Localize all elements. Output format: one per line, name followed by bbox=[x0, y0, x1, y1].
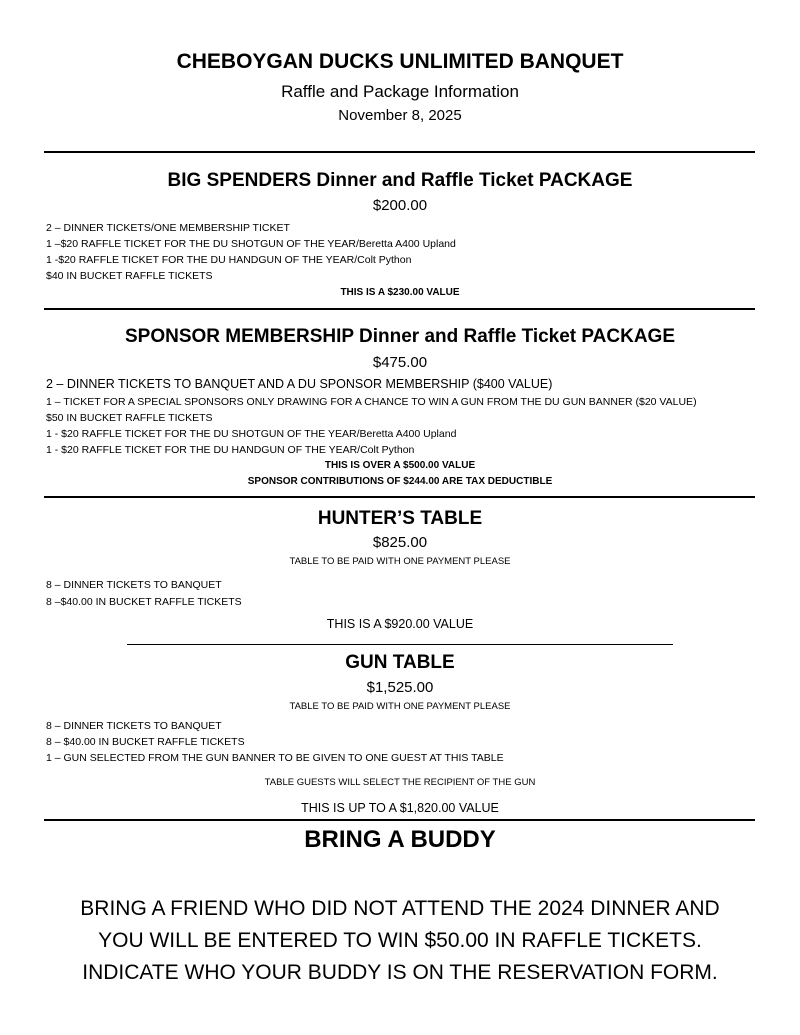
list-item: 1 – GUN SELECTED FROM THE GUN BANNER TO BE GIVEN TO ONE GUEST AT THIS TABLE bbox=[46, 752, 504, 764]
list-item: $50 IN BUCKET RAFFLE TICKETS bbox=[46, 412, 213, 424]
list-item: 1 –$20 RAFFLE TICKET FOR THE DU SHOTGUN OF THE YEAR/Beretta A400 Upland bbox=[46, 238, 456, 250]
sponsor-tax-note: SPONSOR CONTRIBUTIONS OF $244.00 ARE TAX DEDUCTIBLE bbox=[247, 476, 553, 487]
list-item: 1 – TICKET FOR A SPECIAL SPONSORS ONLY DRAWING FOR A CHANCE TO WIN A GUN FROM THE DU GUN BANNER ($20 VALUE) bbox=[46, 396, 697, 408]
buddy-line: INDICATE WHO YOUR BUDDY IS ON THE RESERVATION FORM. bbox=[82, 961, 718, 984]
list-item: 8 – DINNER TICKETS TO BANQUET bbox=[46, 720, 222, 732]
list-item: 8 – DINNER TICKETS TO BANQUET bbox=[46, 579, 222, 591]
gun-table-title: GUN TABLE bbox=[345, 652, 455, 673]
list-item: 8 – $40.00 IN BUCKET RAFFLE TICKETS bbox=[46, 736, 245, 748]
list-item: 8 –$40.00 IN BUCKET RAFFLE TICKETS bbox=[46, 596, 242, 608]
bring-a-buddy-title: BRING A BUDDY bbox=[304, 826, 496, 853]
big-spenders-value: THIS IS A $230.00 VALUE bbox=[340, 287, 460, 298]
sponsor-price: $475.00 bbox=[372, 354, 428, 371]
hunters-table-title: HUNTER’S TABLE bbox=[317, 508, 483, 529]
divider bbox=[44, 308, 755, 310]
event-date: November 8, 2025 bbox=[338, 107, 462, 124]
big-spenders-price: $200.00 bbox=[372, 197, 428, 214]
divider bbox=[127, 644, 673, 645]
sponsor-lead-item: 2 – DINNER TICKETS TO BANQUET AND A DU SPONSOR MEMBERSHIP ($400 VALUE) bbox=[46, 377, 553, 391]
big-spenders-title: BIG SPENDERS Dinner and Raffle Ticket PACKAGE bbox=[167, 170, 633, 191]
hunters-table-price: $825.00 bbox=[372, 534, 428, 551]
list-item: 1 -$20 RAFFLE TICKET FOR THE DU HANDGUN OF THE YEAR/Colt Python bbox=[46, 254, 412, 266]
document-subtitle: Raffle and Package Information bbox=[281, 82, 519, 101]
document-title: CHEBOYGAN DUCKS UNLIMITED BANQUET bbox=[176, 50, 624, 73]
divider bbox=[44, 496, 755, 498]
gun-table-guest-note: TABLE GUESTS WILL SELECT THE RECIPIENT OF THE GUN bbox=[264, 777, 536, 788]
list-item: $40 IN BUCKET RAFFLE TICKETS bbox=[46, 270, 213, 282]
hunters-table-value: THIS IS A $920.00 VALUE bbox=[326, 617, 474, 631]
divider bbox=[44, 151, 755, 153]
list-item: 1 - $20 RAFFLE TICKET FOR THE DU SHOTGUN OF THE YEAR/Beretta A400 Upland bbox=[46, 428, 457, 440]
buddy-line: YOU WILL BE ENTERED TO WIN $50.00 IN RAFFLE TICKETS. bbox=[98, 929, 702, 952]
sponsor-title: SPONSOR MEMBERSHIP Dinner and Raffle Ticket PACKAGE bbox=[124, 326, 676, 347]
list-item: 2 – DINNER TICKETS/ONE MEMBERSHIP TICKET bbox=[46, 222, 290, 234]
gun-table-value: THIS IS UP TO A $1,820.00 VALUE bbox=[301, 801, 499, 815]
gun-table-price: $1,525.00 bbox=[366, 679, 434, 696]
hunters-table-payment-note: TABLE TO BE PAID WITH ONE PAYMENT PLEASE bbox=[289, 556, 511, 567]
divider bbox=[44, 819, 755, 821]
list-item: 1 - $20 RAFFLE TICKET FOR THE DU HANDGUN OF THE YEAR/Colt Python bbox=[46, 444, 415, 456]
sponsor-value: THIS IS OVER A $500.00 VALUE bbox=[324, 460, 476, 471]
buddy-line: BRING A FRIEND WHO DID NOT ATTEND THE 2024 DINNER AND bbox=[80, 897, 720, 920]
gun-table-payment-note: TABLE TO BE PAID WITH ONE PAYMENT PLEASE bbox=[289, 701, 511, 712]
